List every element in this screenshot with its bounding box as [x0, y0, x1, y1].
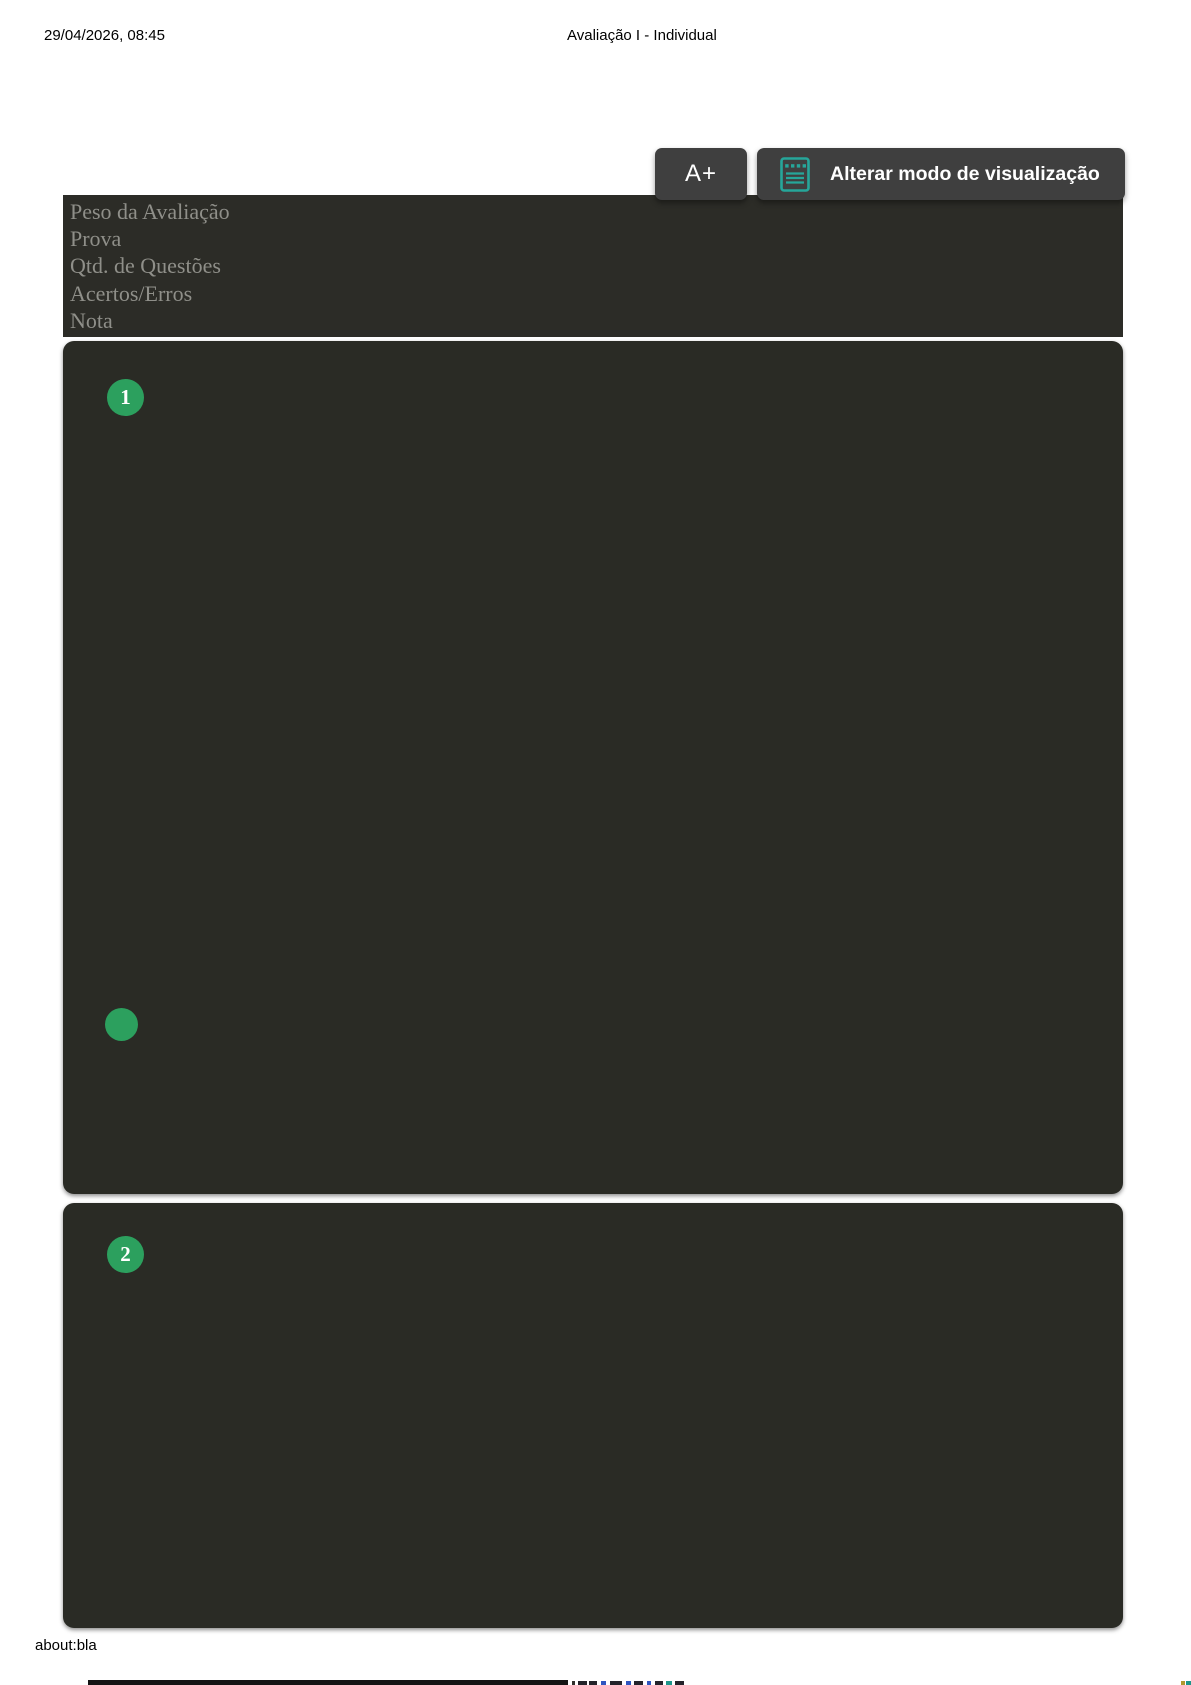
change-view-mode-button[interactable] [757, 148, 1125, 200]
answer-option-bullet [105, 1008, 138, 1041]
summary-label-questoes: Qtd. de Questões [70, 253, 221, 279]
summary-label-nota: Nota [70, 307, 113, 333]
change-view-mode-label: Alterar modo de visualização [830, 162, 1100, 185]
summary-label-peso: Peso da Avaliação [70, 199, 230, 224]
question-card-1 [63, 341, 1123, 1194]
question-number-badge: 1 [107, 379, 144, 416]
summary-label-prova: Prova [70, 226, 122, 252]
summary-label-acertos: Acertos/Erros [70, 280, 193, 306]
document-list-icon [780, 157, 810, 192]
print-header-title: Avaliação I - Individual [567, 27, 717, 44]
print-header-datetime: 29/04/2026, 08:45 [44, 27, 165, 44]
question-card-2 [63, 1203, 1123, 1628]
assessment-summary-panel [63, 195, 1123, 337]
question-number-badge: 2 [107, 1236, 144, 1273]
font-increase-button[interactable]: A+ [655, 148, 747, 200]
print-footer-url: about:bla [35, 1637, 97, 1654]
